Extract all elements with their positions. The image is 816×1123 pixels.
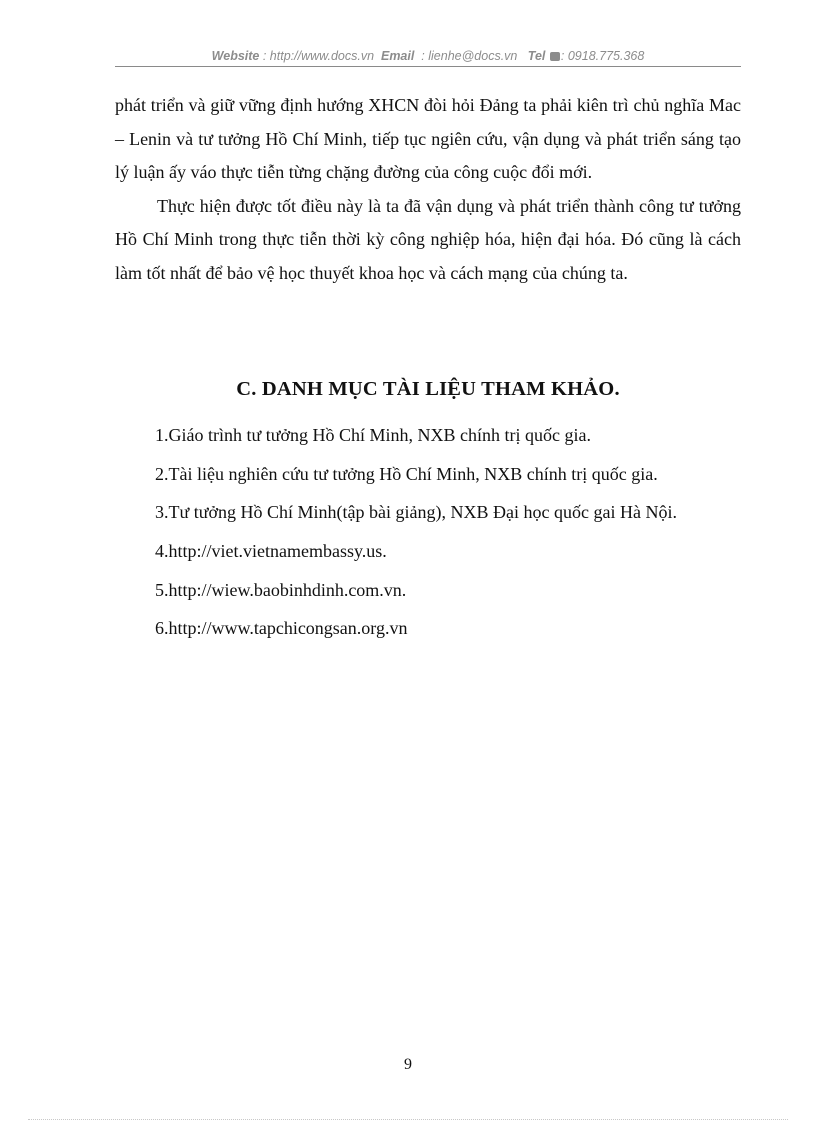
reference-item: 1.Giáo trình tư tưởng Hồ Chí Minh, NXB chính trị quốc gia. [155,425,591,445]
footer-divider [28,1119,788,1120]
section-title: C. DANH MỤC TÀI LIỆU THAM KHẢO. [236,378,620,400]
reference-item: 3.Tư tưởng Hồ Chí Minh(tập bài giảng), NXB Đại học quốc gai Hà Nội. [155,502,677,523]
page-header [115,46,741,67]
reference-list [155,416,755,648]
email-label: Email [380,49,415,63]
reference-link[interactable]: 4.http://viet.vietnamembassy.us. [155,541,387,562]
body-text [115,89,741,290]
website-value[interactable]: : http://www.docs.vn [262,49,375,63]
reference-link[interactable]: 6.http://www.tapchicongsan.org.vn [155,618,408,639]
page-number: 9 [404,1056,412,1073]
paragraph-conclusion: Thực hiện được tốt điều này là ta đã vận dụng và phát triển thành công tư tưởng Hồ Chí Minh trong thực tiễn thời kỳ công nghiệp hóa, hiện đại hóa. Đó cũng là cách làm tốt nhất để bảo vệ học thuyết khoa học và cách mạng của chúng ta. [115,195,741,283]
website-label: Website [211,49,260,63]
phone-icon [550,52,560,61]
paragraph-continuation: phát triển và giữ vững định hướng XHCN đòi hỏi Đảng ta phải kiên trì chủ nghĩa Mac – Lenin và tư tưởng Hồ Chí Minh, tiếp tục ngiên cứu, vận dụng và phát triển sáng tạo lý luận ấy váo thực tiễn từng chặng đường của công cuộc đổi mới. [115,95,741,182]
reference-link[interactable]: 5.http://wiew.baobinhdinh.com.vn. [155,579,407,600]
reference-item: 2.Tài liệu nghiên cứu tư tưởng Hồ Chí Minh, NXB chính trị quốc gia. [155,463,658,484]
tel-value: : 0918.775.368 [560,49,645,63]
email-value[interactable]: : lienhe@docs.vn [421,49,518,63]
tel-label: Tel [527,49,546,63]
